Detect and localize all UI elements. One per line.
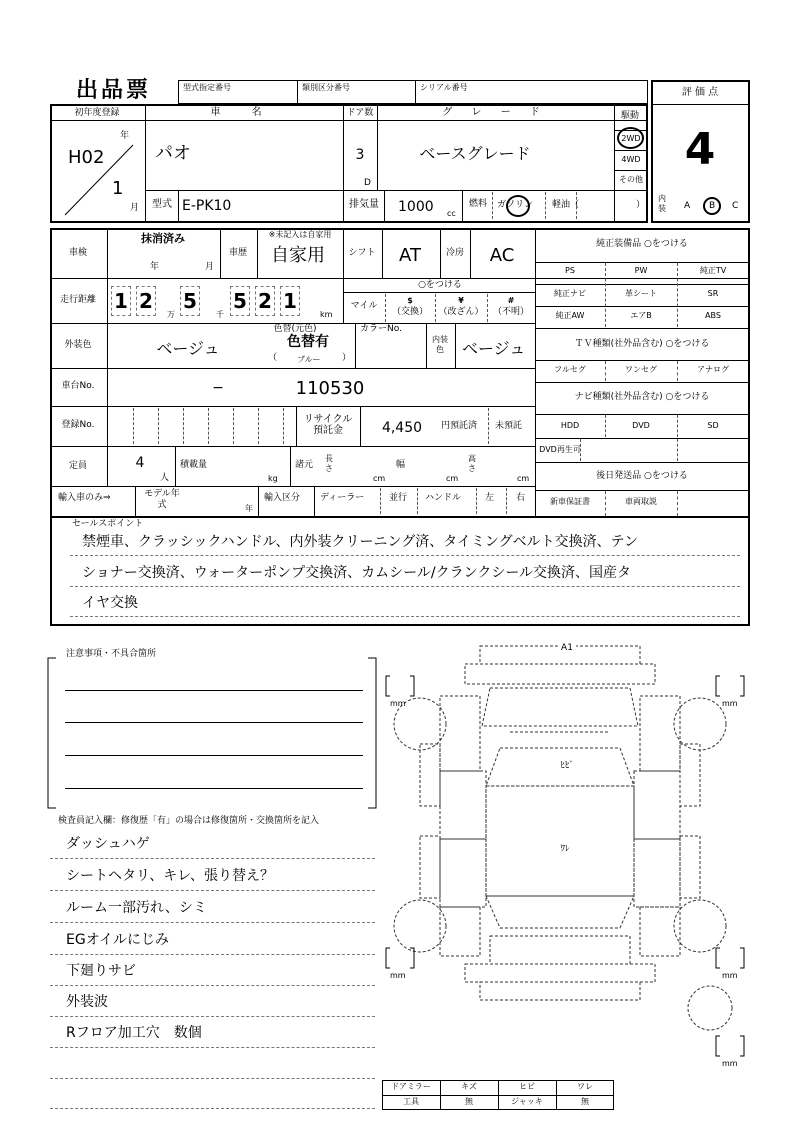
doors-value: 3 (355, 147, 365, 163)
inspector-line-6: 外装波 (66, 994, 108, 1010)
inspector-line-7: Rフロア加工穴 数個 (66, 1025, 202, 1041)
tv-title: ＴＶ種類(社外品含む) ○をつける (574, 339, 710, 349)
drive-2wd-circle (617, 127, 644, 149)
grade-name: ベースグレード (419, 144, 531, 163)
mileage-digit-2: 2 (136, 286, 156, 316)
sales-line-1: 禁煙車、クラッシックハンドル、内外装クリーニング済、タイミングベルト交換済、テン (82, 534, 638, 550)
interior-grade-circle (703, 197, 721, 215)
first-reg-label: 初年度登録 (74, 108, 120, 118)
class-number-label: 類別区分番号 (302, 83, 350, 92)
mileage-digit-6: 1 (280, 286, 300, 316)
id-number-box (178, 80, 648, 104)
original-color: ブルー (297, 355, 321, 364)
equipment-title: 純正装備品 ○をつける (596, 239, 688, 249)
fuel-gasoline: ガソリン (497, 200, 534, 210)
interior-grade-b: B (709, 201, 716, 211)
type-number-label: 型式指定番号 (183, 83, 231, 92)
roof-mark: ﾜﾚ (560, 844, 570, 854)
serial-number-label: シリアル番号 (420, 83, 468, 92)
chassis-number: 110530 (295, 378, 365, 399)
mileage-digit-3: 5 (180, 286, 200, 316)
sales-line-2: ショナー交換済、ウォーターポンプ交換済、カムシール/クランクシール交換済、国産タ (82, 565, 632, 581)
sheet-title: 出品票 (76, 78, 152, 103)
fuel-gasoline-circle (506, 195, 530, 217)
recycle-value: 4,450 (381, 420, 423, 436)
inspector-line-5: 下廻りサビ (66, 963, 136, 979)
inspector-line-3: ルーム一部汚れ、シミ (66, 900, 207, 916)
ac-value: AC (489, 245, 515, 266)
windshield-mark: ﾋﾋﾞ (560, 761, 574, 771)
sales-points-label: セールスポイント (72, 519, 144, 529)
seats-value: 4 (135, 455, 145, 471)
displacement-value: 1000 (398, 199, 434, 215)
grade-col-label: グ レ ー ド (442, 107, 548, 118)
drive-2wd: 2WD (621, 134, 641, 143)
first-reg-year: H02 (68, 147, 105, 168)
inspector-label: 検査員記入欄：修復歴「有」の場合は修復箇所・交換箇所を記入 (58, 816, 320, 826)
later-title: 後日発送品 ○をつける (596, 471, 688, 481)
repaint-value: 色替有 (287, 334, 329, 350)
navi-title: ナビ種類(社外品含む) ○をつける (574, 392, 710, 402)
inspector-line-2: シートヘタリ、キレ、張り替え？ (66, 868, 275, 884)
car-name-label: 車 名 (210, 107, 276, 118)
model-code: E-PK10 (182, 198, 232, 214)
sales-line-3: イヤ交換 (82, 595, 138, 611)
inspector-line-1: ダッシュハゲ (66, 836, 150, 852)
mileage-digit-4: 5 (230, 286, 250, 316)
interior-color: ベージュ (462, 339, 526, 358)
inspector-line-4: EGオイルにじみ (66, 932, 169, 948)
mileage-digit-1: 1 (111, 286, 131, 316)
grade-score-value: 4 (684, 124, 716, 175)
front-mark: A1 (558, 644, 576, 653)
car-diagram (380, 636, 750, 1076)
shift-value: AT (399, 245, 421, 266)
car-name: パオ (155, 143, 191, 164)
history-value: 自家用 (271, 245, 325, 266)
first-reg-month: 1 (112, 178, 124, 199)
mileage-digit-5: 2 (255, 286, 275, 316)
doors-label: ドア数 (346, 108, 374, 118)
exterior-color: ベージュ (156, 339, 220, 358)
notes-label: 注意事項・不具合箇所 (66, 649, 157, 659)
grade-score-label: 評 価 点 (681, 87, 719, 98)
shaken-value: 抹消済み (141, 232, 185, 245)
